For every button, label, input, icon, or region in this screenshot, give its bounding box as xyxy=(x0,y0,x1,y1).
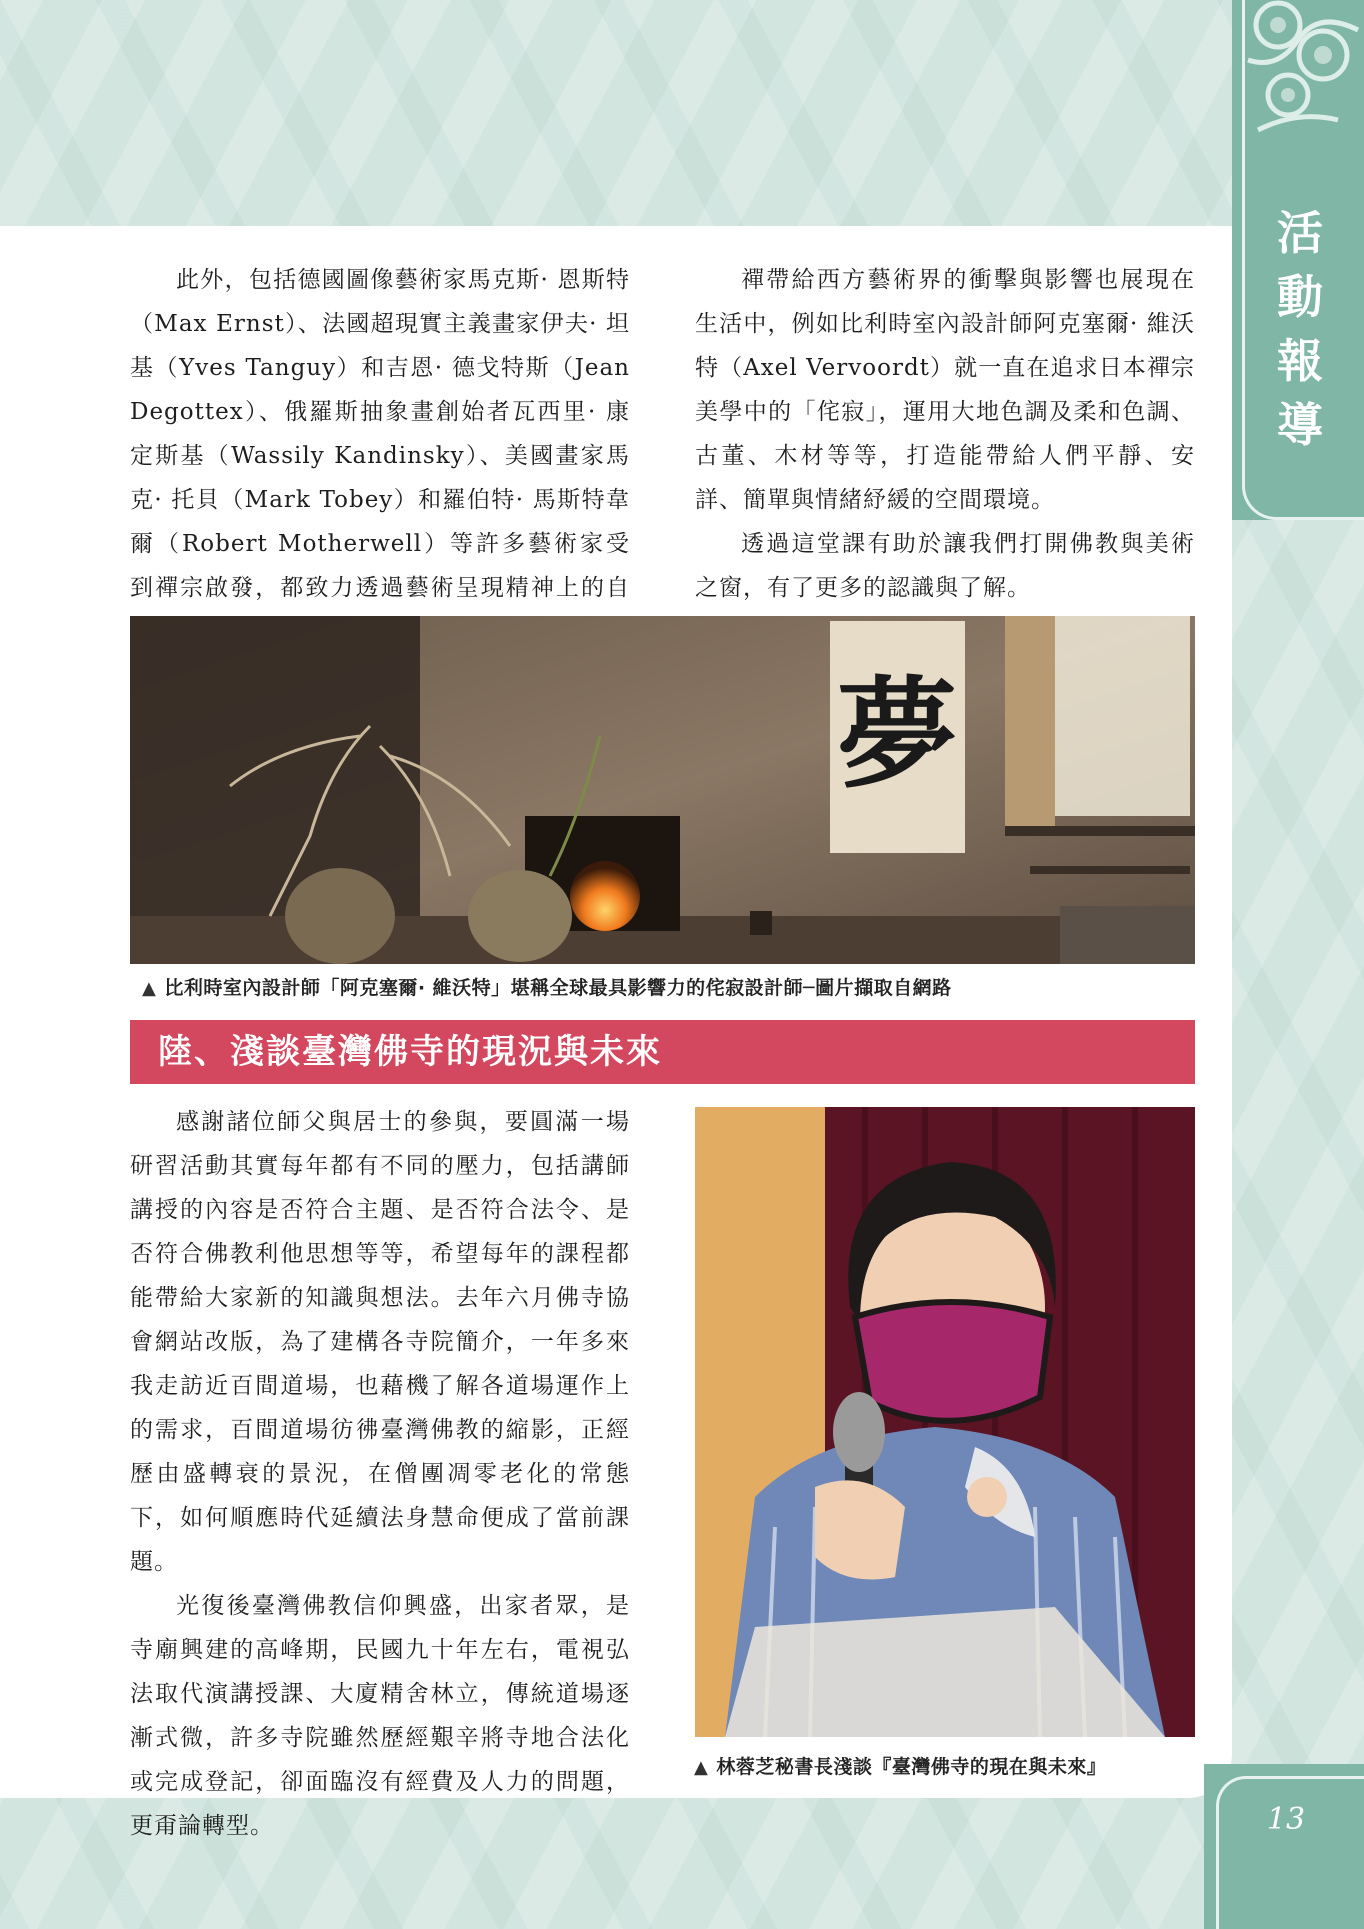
section-title: 陸、淺談臺灣佛寺的現況與未來 xyxy=(158,1032,662,1072)
paragraph: 光復後臺灣佛教信仰興盛，出家者眾，是寺廟興建的高峰期，民國九十年左右，電視弘法取代演講授課、大廈精舍林立，傳統道場逐漸式微，許多寺院雖然歷經艱辛將寺地合法化或完成登記，卻面臨沒有經費及人力的問題，更甭論轉型。 xyxy=(130,1593,630,1839)
side-title-char-2: 動 xyxy=(1277,270,1323,324)
speaker-photo-caption: ▲ 林蓉芝秘書長淺談『臺灣佛寺的現在與未來』 xyxy=(694,1756,1107,1778)
paragraph: 透過這堂課有助於讓我們打開佛教與美術之窗，有了更多的認識與了解。 xyxy=(695,531,1195,601)
article-column-bottom-left xyxy=(130,1100,630,1848)
decorative-ornament-icon xyxy=(1238,0,1364,170)
page-number-tab xyxy=(1204,1764,1364,1929)
paragraph: 禪帶給西方藝術界的衝擊與影響也展現在生活中，例如比利時室內設計師阿克塞爾· 維沃特（Axel Vervoordt）就一直在追求日本禪宗美學中的「侘寂」，運用大地色調及柔和色調、古董、木材等等，打造能帶給人們平靜、安詳、簡單與情緒紓緩的空間環境。 xyxy=(695,267,1195,513)
page-number: 13 xyxy=(1266,1802,1306,1837)
speaker-photo xyxy=(695,1107,1195,1737)
calligraphy-scroll-text: 夢 xyxy=(837,664,957,805)
interior-photo-caption: ▲ 比利時室內設計師「阿克塞爾· 維沃特」堪稱全球最具影響力的侘寂設計師─圖片擷取自網路 xyxy=(142,977,952,999)
article-column-top-left xyxy=(130,258,630,654)
triangle-icon: ▲ xyxy=(142,978,157,999)
interior-photo xyxy=(130,616,1195,964)
paragraph: 此外，包括德國圖像藝術家馬克斯· 恩斯特（Max Ernst）、法國超現實主義畫家伊夫· 坦基（Yves Tanguy）和吉恩· 德戈特斯（Jean Degottex）、俄羅斯抽象畫創始者瓦西里· 康定斯基（Wassily Kandinsky）、美國畫家馬克· 托貝（Mark Tobey）和羅伯特· 馬斯特韋爾（Robert Motherwell）等許多藝術家受到禪宗啟發，都致力透過藝術呈現精神上的自 xyxy=(130,267,630,601)
triangle-icon: ▲ xyxy=(694,1757,709,1778)
side-title-char-1: 活 xyxy=(1277,206,1323,260)
paragraph: 感謝諸位師父與居士的參與，要圓滿一場研習活動其實每年都有不同的壓力，包括講師講授的內容是否符合主題、是否符合法令、是否符合佛教利他思想等等，希望每年的課程都能帶給大家新的知識與想法。去年六月佛寺協會網站改版，為了建構各寺院簡介，一年多來我走訪近百間道場，也藉機了解各道場運作上的需求，百間道場彷彿臺灣佛教的縮影，正經歷由盛轉衰的景況，在僧團凋零老化的常態下，如何順應時代延續法身慧命便成了當前課題。 xyxy=(130,1109,630,1575)
side-title-char-3: 報 xyxy=(1277,334,1323,388)
section-vertical-title xyxy=(1270,206,1330,452)
article-column-top-right xyxy=(695,258,1195,610)
side-title-char-4: 導 xyxy=(1277,398,1323,452)
